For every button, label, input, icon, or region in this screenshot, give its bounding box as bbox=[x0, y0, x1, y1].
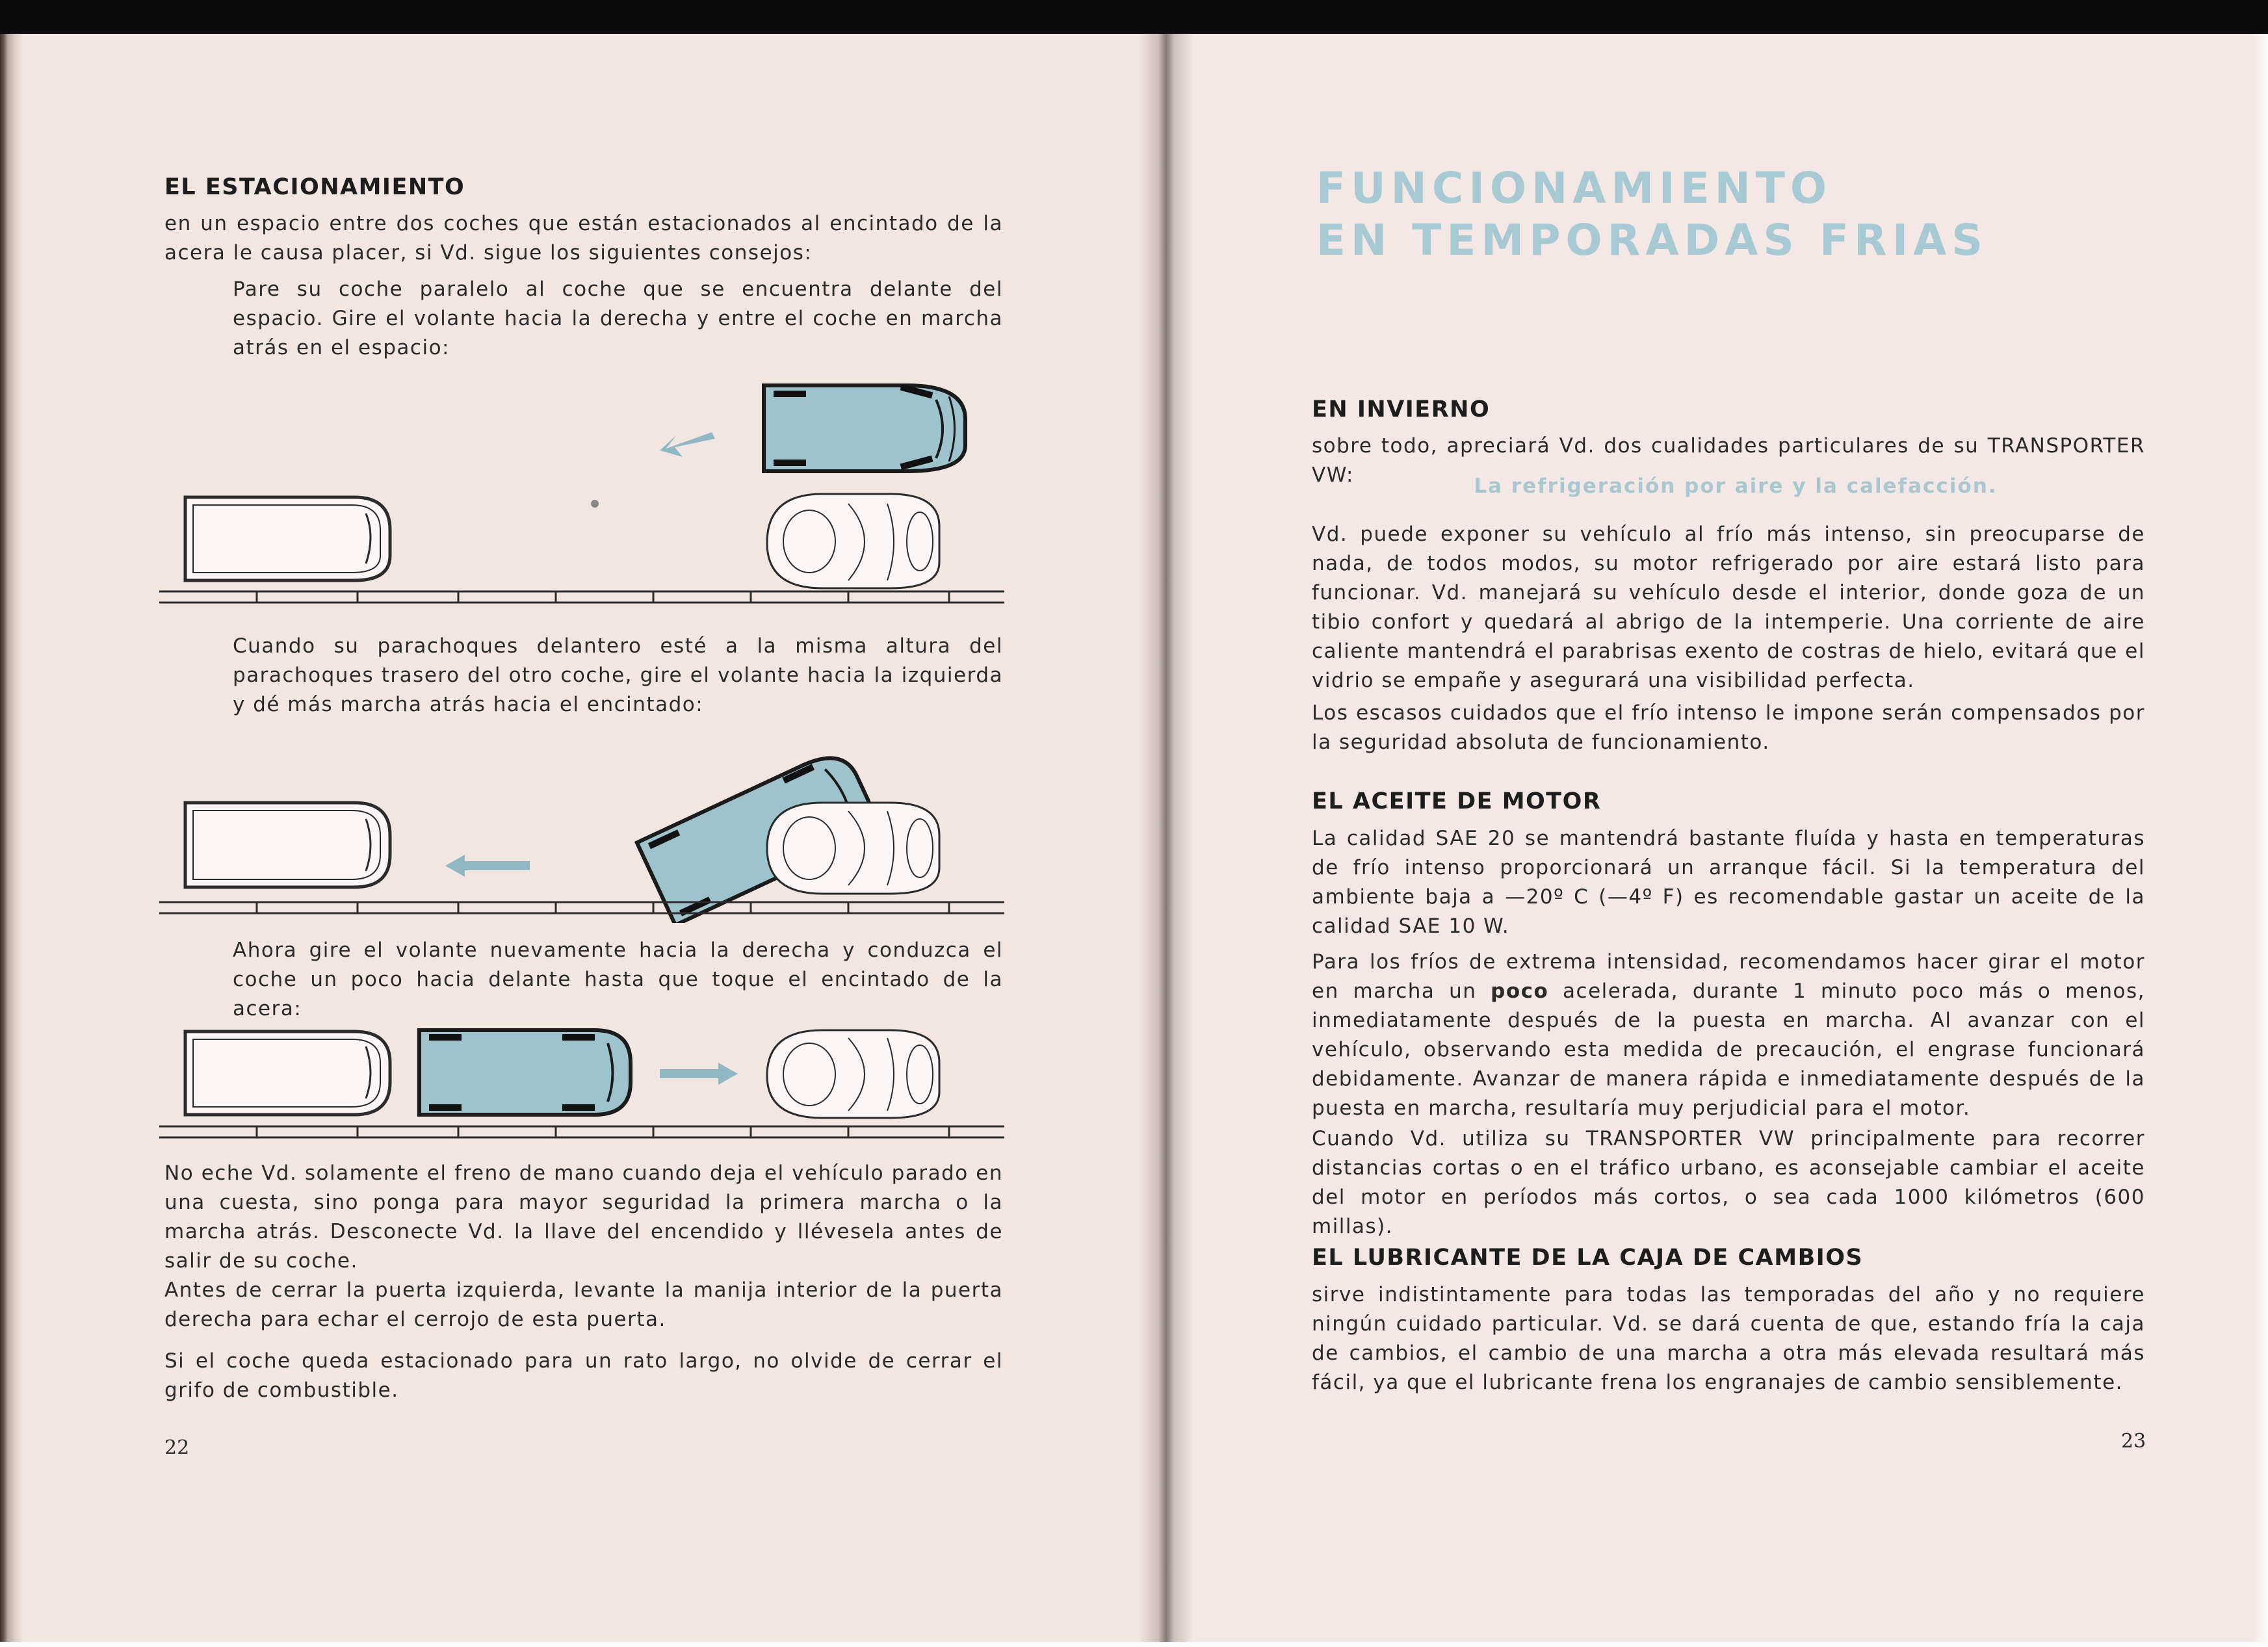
heading-lubricante: EL LUBRICANTE DE LA CAJA DE CAMBIOS bbox=[1312, 1245, 1864, 1271]
parking-diagram-step2 bbox=[159, 721, 1011, 923]
aceite-p2-text-a: Para los fríos de extrema intensidad, recomendamos hacer girar el motor en marcha un bbox=[1312, 950, 2145, 1003]
curb-line bbox=[159, 902, 1004, 913]
paragraph-door-lock: Antes de cerrar la puerta izquierda, levante la manija interior de la puerta derecha para echar el cerrojo de esta puerta. bbox=[164, 1278, 1003, 1331]
page-mark bbox=[591, 500, 599, 508]
invierno-paragraph-2: Los escasos cuidados que el frío intenso le impone serán compensados por la seguridad absoluta de funcionamiento. bbox=[1312, 701, 2145, 754]
car-beetle-front bbox=[767, 803, 939, 894]
parking-diagram-step1 bbox=[159, 374, 1011, 608]
direction-arrow bbox=[660, 1063, 738, 1085]
step3-text: Ahora gire el volante nuevamente hacia la derecha y conduzca el coche un poco hacia delante hasta que toque el encintado de la acera: bbox=[233, 939, 1003, 1020]
heading-aceite-motor: EL ACEITE DE MOTOR bbox=[1312, 788, 1602, 814]
page-edge bbox=[0, 34, 22, 1647]
curb-line bbox=[159, 591, 1004, 603]
car-beetle-front bbox=[767, 1030, 939, 1118]
heading-estacionamiento: EL ESTACIONAMIENTO bbox=[164, 174, 465, 200]
page-title bbox=[1316, 162, 1988, 266]
highlight-refrigeracion: La refrigeración por aire y la calefacción. bbox=[1474, 474, 1998, 498]
step1-text: Pare su coche paralelo al coche que se encuentra delante del espacio. Gire el volante hacia la derecha y entre el coche en marcha atrás en el espacio: bbox=[233, 278, 1003, 359]
aceite-paragraph-2 bbox=[1312, 948, 2145, 1123]
step2-text: Cuando su parachoques delantero esté a la misma altura del parachoques trasero del otro coche, gire el volante hacia la izquierda y dé más marcha atrás hacia el encintado: bbox=[233, 634, 1003, 716]
intro-paragraph: en un espacio entre dos coches que están estacionados al encintado de la acera le causa placer, si Vd. sigue los siguientes consejos: bbox=[164, 212, 1003, 265]
van-parked-rear bbox=[185, 497, 390, 580]
heading-invierno: EN INVIERNO bbox=[1312, 396, 1491, 422]
top-background bbox=[0, 0, 2268, 34]
invierno-paragraph-1: Vd. puede exponer su vehículo al frío más intenso, sin preocuparse de nada, de todos modos, su motor refrigerado por aire estará listo para funcionar. Vd. manejará su vehículo desde el interior, donde goza de un tibio confort y quedará al abrigo de la intemperie. Una corriente de aire caliente mantendrá el parabrisas exento de costras de hielo, evitará que el vidrio se empañe y asegurará una visibilidad perfecta. bbox=[1312, 523, 2145, 692]
van-parked-rear bbox=[185, 1031, 390, 1115]
paragraph-handbrake: No eche Vd. solamente el freno de mano cuando deja el vehículo parado en una cuesta, sino ponga para mayor seguridad la primera marcha o la marcha atrás. Desconecte Vd. la llave del encendido y llévesela antes de salir de su coche. bbox=[164, 1161, 1003, 1273]
paragraph-fuel-tap: Si el coche queda estacionado para un rato largo, no olvide de cerrar el grifo de combustible. bbox=[164, 1349, 1003, 1402]
aceite-p2-bold: poco bbox=[1491, 979, 1549, 1003]
aceite-paragraph-3: Cuando Vd. utiliza su TRANSPORTER VW principalmente para recorrer distancias cortas o en el tráfico urbano, es aconsejable cambiar el aceite del motor en períodos más cortos, o sea cada 1000 kilómetros (600 millas). bbox=[1312, 1127, 2145, 1238]
aceite-p2-text-b: acelerada, durante 1 minuto poco más o menos, inmediatamente después de la puesta en marcha. Al avanzar con el vehículo, observando esta medida de precaución, el engrase funcionará debidamente. Avanzar de manera rápida e inmediatamente después de la puesta en marcha, resultaría muy perjudicial para el motor. bbox=[1312, 979, 2145, 1120]
page-edge-right bbox=[2252, 34, 2268, 1647]
bottom-background bbox=[0, 1642, 2268, 1647]
direction-arrow bbox=[660, 432, 715, 457]
van-parked-rear bbox=[185, 803, 390, 887]
book-spine bbox=[1139, 34, 1193, 1647]
invierno-intro: sobre todo, apreciará Vd. dos cualidades particulares de su TRANSPORTER VW: bbox=[1312, 434, 2145, 487]
van-maneuvering bbox=[764, 384, 965, 471]
title-line-2: EN TEMPORADAS FRIAS bbox=[1316, 215, 1988, 265]
page-number-right: 23 bbox=[2121, 1430, 2146, 1453]
page-number-left: 22 bbox=[164, 1436, 190, 1459]
curb-line bbox=[159, 1126, 1004, 1137]
parking-diagram-step3 bbox=[159, 1017, 1011, 1147]
aceite-paragraph-1: La calidad SAE 20 se mantendrá bastante fluída y hasta en temperaturas de frío intenso proporcionará un arranque fácil. Si la temperatura del ambiente baja a —20º C (—4º F) es recomendable gastar un aceite de la calidad SAE 10 W. bbox=[1312, 827, 2145, 938]
car-beetle-front bbox=[767, 494, 939, 588]
lubricante-paragraph: sirve indistintamente para todas las temporadas del año y no requiere ningún cuidado particular. Vd. se dará cuenta de que, estando fría la caja de cambios, el cambio de una marcha a otra más elevada resultará más fácil, ya que el lubricante frena los engranajes de cambio sensiblemente. bbox=[1312, 1283, 2145, 1394]
van-parked-final bbox=[419, 1030, 631, 1115]
direction-arrow bbox=[445, 855, 530, 877]
title-line-1: FUNCIONAMIENTO bbox=[1316, 163, 1832, 213]
